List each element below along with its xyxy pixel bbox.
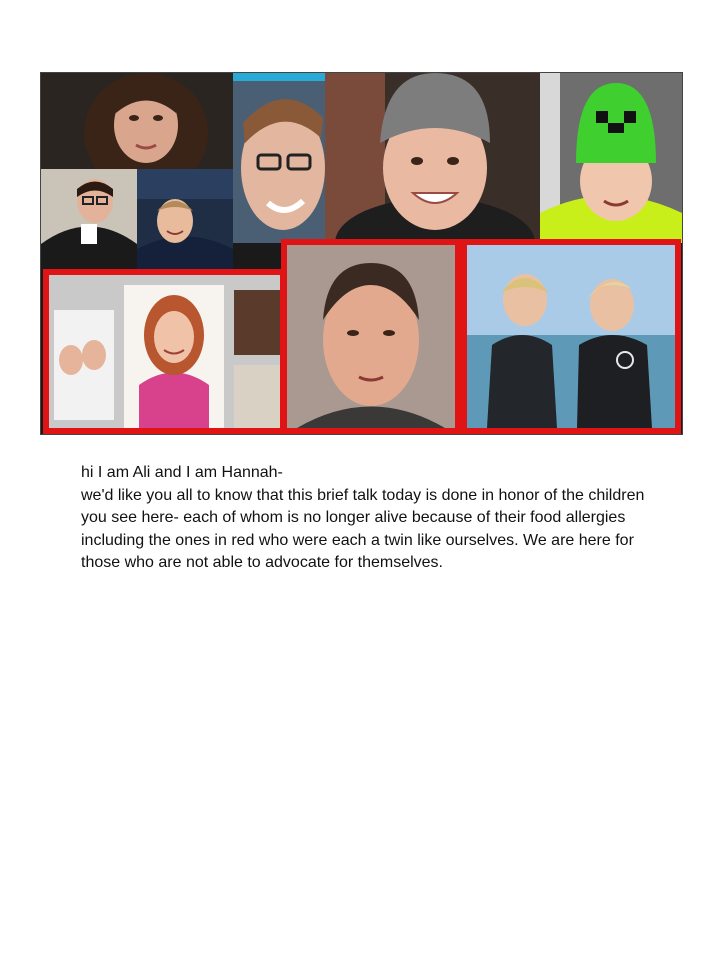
photo-boy-glasses bbox=[233, 73, 325, 243]
photo-girl-dark-hair bbox=[41, 73, 233, 169]
honor-paragraph: we'd like you all to know that this brief talk today is done in honor of the children you see here- each of whom is no longer alive because of their food allergies including the ones in red who were each a twin like ourselves. We are here for those who are not able to advocate for themselves. bbox=[81, 486, 645, 571]
photo-boy-green-creeper-hat bbox=[540, 73, 682, 243]
photo-boy-suit-glasses bbox=[41, 169, 137, 269]
photo-boy-stadium bbox=[137, 169, 233, 269]
greeting-line: hi I am Ali and I am Hannah- bbox=[81, 464, 283, 481]
photo-twins-wetsuits-beach bbox=[461, 239, 681, 434]
photo-boy-grey-beanie bbox=[325, 73, 540, 243]
memorial-photo-collage bbox=[40, 72, 683, 435]
photo-girl-pink-sweater-collage bbox=[43, 269, 286, 434]
photo-boy-portrait bbox=[281, 239, 461, 434]
talk-introduction bbox=[81, 462, 661, 575]
